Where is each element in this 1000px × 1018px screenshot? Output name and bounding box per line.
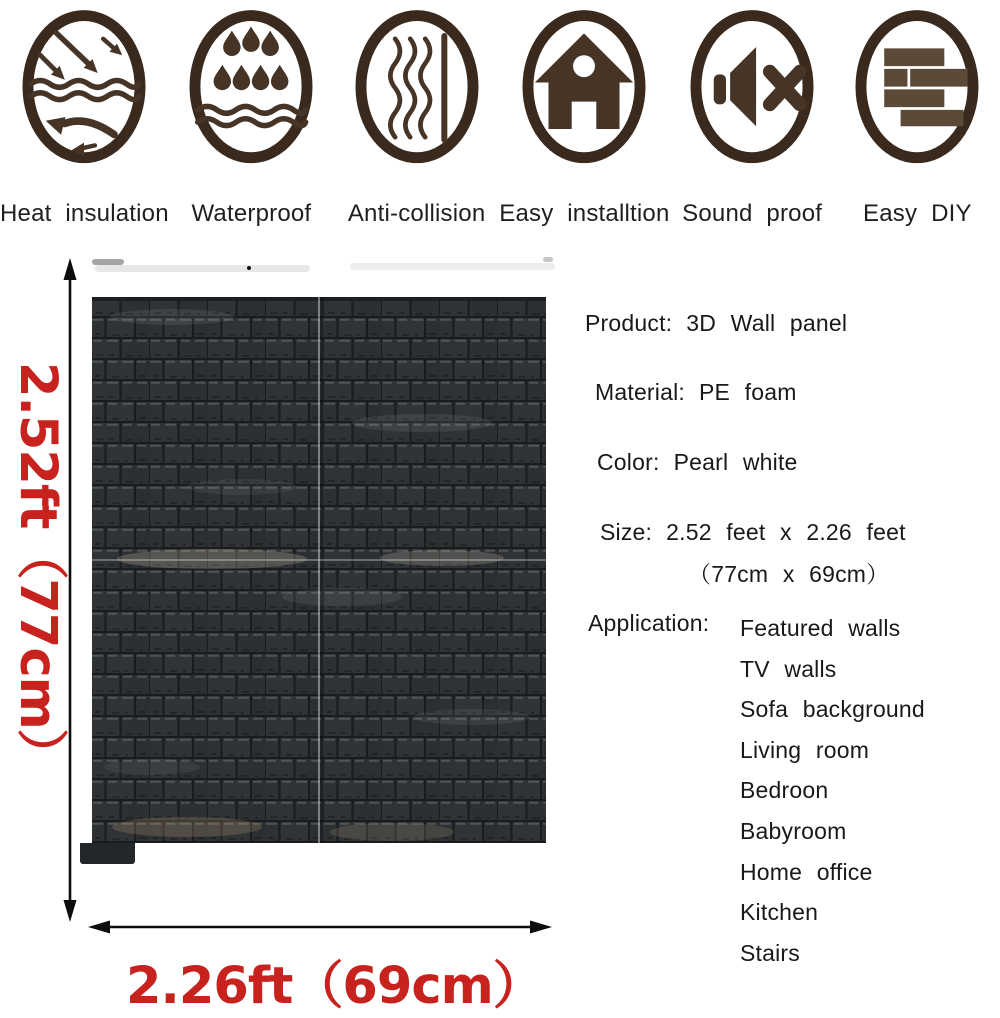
spec-color-value: Pearl white: [673, 449, 798, 475]
photo-streak: [92, 259, 124, 265]
spec-size-metric-value: （77cm x 69cm）: [688, 561, 890, 587]
spec-color-label: Color:: [597, 449, 660, 475]
easy-diy-icon: [848, 6, 986, 170]
feature-label-easy-diy: Easy DIY: [863, 200, 972, 227]
application-item: Living room: [740, 736, 870, 763]
sound-proof-icon: [683, 6, 821, 170]
feature-easy-installation: [499, 6, 669, 246]
spec-color: [583, 447, 995, 477]
spec-size-value: 2.52 feet x 2.26 feet: [666, 519, 906, 545]
photo-streak: [95, 265, 310, 272]
feature-easy-diy: [835, 6, 1000, 246]
width-dimension-label: 2.26ft（69cm）: [126, 957, 543, 1016]
feature-label-easy-installation: Easy installtion: [499, 200, 670, 227]
application-item: Home office: [740, 858, 873, 885]
spec-size: [583, 517, 995, 547]
product-specs: [583, 300, 995, 973]
spec-material-label: Material:: [595, 379, 685, 405]
feature-label-waterproof: Waterproof: [191, 200, 312, 227]
width-dimension-arrow: [86, 915, 554, 939]
application-item: Babyroom: [740, 817, 847, 844]
spec-product-value: 3D Wall panel: [686, 310, 848, 336]
application-item: TV walls: [740, 655, 837, 682]
application-list: [740, 608, 925, 973]
spec-size-label: Size:: [600, 519, 653, 545]
feature-waterproof: [169, 6, 334, 246]
feature-anti-collision: [334, 6, 499, 246]
feature-label-sound-proof: Sound proof: [682, 200, 823, 227]
photo-streak: [543, 257, 553, 262]
photo-streak: [350, 263, 555, 270]
easy-installation-icon: [515, 6, 653, 170]
wall-panel-corner: [80, 843, 135, 864]
spec-product: [583, 308, 995, 338]
application-item: Bedroon: [740, 777, 829, 804]
spec-application: [583, 608, 995, 973]
waterproof-icon: [182, 6, 320, 170]
spec-product-label: Product:: [585, 310, 673, 336]
spec-size-metric: [583, 559, 995, 589]
photo-dot: [247, 266, 251, 270]
feature-sound-proof: [670, 6, 835, 246]
spec-material: [583, 377, 995, 407]
feature-label-heat-insulation: Heat insulation: [0, 200, 169, 227]
height-dimension-label: 2.52ft（77cm）: [8, 362, 67, 779]
feature-label-anti-collision: Anti-collision: [347, 200, 486, 227]
spec-application-label: Application:: [588, 610, 710, 636]
spec-material-value: PE foam: [699, 379, 797, 405]
heat-insulation-icon: [15, 6, 153, 170]
feature-icons-row: [0, 6, 1000, 246]
anti-collision-icon: [348, 6, 486, 170]
application-item: Sofa background: [740, 696, 925, 723]
application-item: Featured walls: [740, 615, 901, 641]
wall-panel-image: [92, 297, 546, 843]
application-item: Kitchen: [740, 899, 819, 926]
application-item: Stairs: [740, 939, 800, 966]
feature-heat-insulation: [0, 6, 169, 246]
